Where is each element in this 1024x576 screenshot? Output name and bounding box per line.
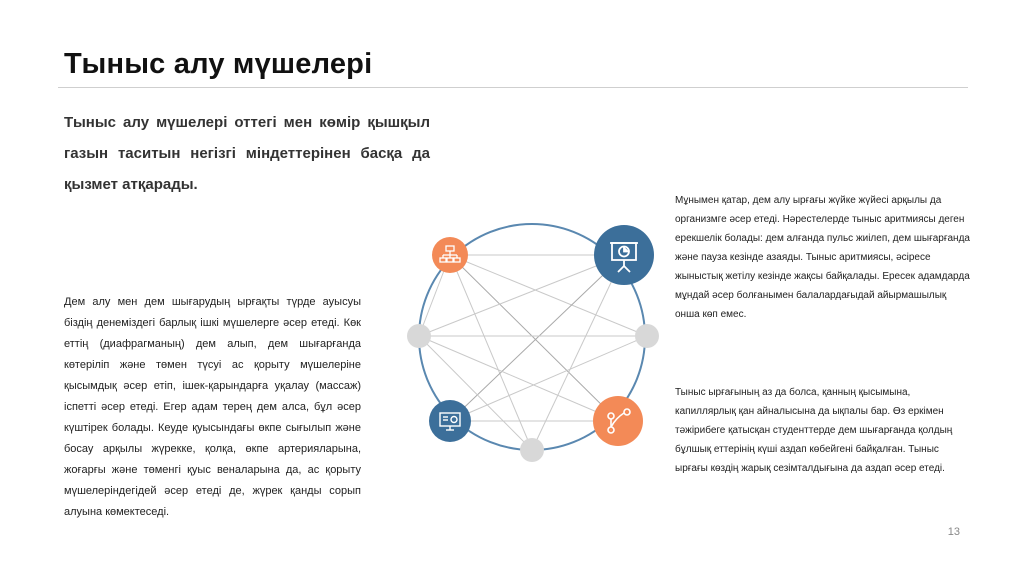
left-grey-node [407,324,431,348]
bottom-grey-node [520,438,544,462]
right-grey-node [635,324,659,348]
connector-line [450,255,618,421]
page-number: 13 [947,526,960,538]
right-paragraph-1: Мұнымен қатар, дем алу ырғағы жүйке жүйесі арқылы да организмге әсер етеді. Нәрестелерде тыныс аритмиясы деген ерекшелік болады: дем алғанда пульс жиілеп, дем шығарғанда және пауза кезінде азаяды. Тыныс аритмиясы, әсіресе жыныстық жетілу кезінде жақсы байқалады. Ересек адамдарда мұндай әсер болғанымен балалардағыдай айырмашылық онша көп емес. [675,195,970,320]
right-paragraph-2: Тыныс ырғағының аз да болса, қанның қысымына, капиллярлық қан айналысына да ықпалы бар. Өз еркімен тәжірибеге қатысқан студенттерде дем шығарғанда қолдың бұлшық еттерінің күші аздап көбейгені байқалған. Тыныс ырғағы көздің жарық сезімталдығына да аздап әсер етеді. [675,387,953,474]
slide-title: Тыныс алу мүшелері [64,48,373,80]
monitor-node [429,400,471,442]
left-paragraph: Дем алу мен дем шығарудың ырғақты түрде ауысуы біздің денеміздегі барлық ішкі мүшелерге әсер етеді. Көк еттің (диафрагманың) дем алып, дем шығарғанда көтеріліп және төмен түсуі ас қорыту мүшелеріне қысымдық әсер етіп, ішек-қарындарға уқалау (массаж) іспетті әсер етеді. Егер адам терең дем алса, бұл әсер күштірек болады. Кеуде қуысындағы өкпе сығылып және босау арқылы жүрекке, қолқа, өкпе артерияларына, жоғарғы және төменгі қуыс веналарына да, ас қорыту мүшелеріндегідей әсер етеді де, жүрек қанды сорып алуына көмектеседі. [64,296,361,518]
connector-line [450,255,624,421]
hierarchy-node [432,237,468,273]
network-node [593,396,643,446]
lead-text: Тыныс алу мүшелері оттегі мен көмір қышқыл газын таситын негізгі міндеттерінен басқа да қызмет атқарады. [64,114,430,193]
presentation-node [594,225,654,285]
